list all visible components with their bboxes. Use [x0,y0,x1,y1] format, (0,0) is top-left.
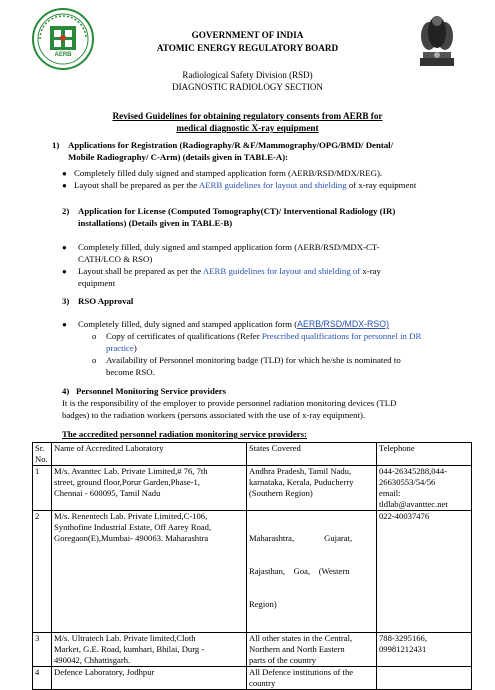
states-line: All Defence institutions of the [249,667,354,677]
row-name [52,633,247,667]
table-row [33,667,472,690]
document-title [0,110,495,134]
header-sr-text: Sr. No. [35,443,48,464]
section-1-bullet-1: Completely filled duly signed and stamped application form (AERB/RSD/MDX/REG). [74,168,383,178]
header-phone-text: Telephone [379,443,415,453]
name-line: M/s. Avanttec Lab. Private Limited,# 76, 7th [54,466,208,476]
section-3-number: 3) [62,296,70,306]
govt-title: GOVERNMENT OF INDIA [191,30,304,40]
bullet-icon: ● [62,243,67,252]
row-sr: 1 [33,466,52,511]
text: Layout shall be prepared as per the [78,266,203,276]
section-2-line-2: installations) (Details given in TABLE-B) [78,217,233,228]
row-states [247,633,377,667]
qualifications-link-cont[interactable]: practice [106,342,134,353]
section-2-bullet-1-line-1: Completely filled, duly signed and stamped application form (AERB/RSD/MDX-CT- [78,242,380,252]
header-name-text: Name of Accredited Laboratory [54,443,164,453]
section-3-title: RSO Approval [78,296,134,306]
table-row [33,633,472,667]
section-3-sub-2-line-2: become RSO. [106,366,155,377]
logo-text: AERB [54,52,72,58]
section-4-title: Personnel Monitoring Service providers [76,386,227,396]
table-row [33,511,472,633]
section-4-para-line-2: badges) to the radiation workers (persons associated with the use of x-ray equipment). [62,409,366,420]
board-title: ATOMIC ENERGY REGULATORY BOARD [156,43,339,53]
section-title: DIAGNOSTIC RADIOLOGY SECTION [172,82,323,92]
email-link[interactable]: tldlab@avanttec.net [379,499,448,509]
row-sr: 3 [33,633,52,667]
row-name [52,466,247,511]
section-3-sub-1-line-1 [106,331,476,343]
bullet-icon: ● [62,181,67,190]
text: ) [133,342,137,353]
header-states-text: States Covered [249,443,301,453]
row-name [52,511,247,633]
header-name [52,443,247,466]
row-states [247,667,377,690]
bullet-icon: ● [62,169,67,178]
sub-bullet-icon: o [92,355,97,365]
row-sr: 4 [33,667,52,690]
row-states [247,466,377,511]
name-line: street, ground floor,Porur Garden,Phase-1, [54,477,200,487]
sub-bullet-icon: o [92,331,97,341]
phone-line: email: [379,488,401,498]
section-2-number: 2) [62,206,70,216]
rso-form-link[interactable]: AERB/RSD/MDX-RSO) [297,319,390,329]
title-line-2: medical diagnostic X-ray equipment [176,123,319,133]
title-line-1: Revised Guidelines for obtaining regulatory consents from AERB for [112,111,383,121]
text: x-ray [360,266,381,276]
text: Layout shall be prepared as per the [74,180,199,190]
states-line: parts of the country [249,655,317,665]
section-2-bullet-1-line-2: CATH/LCO & RSO) [78,253,153,264]
section-2-line-1: Application for License (Computed Tomography(CT)/ Interventional Radiology (IR) [78,206,396,216]
row-sr: 2 [33,511,52,633]
states-line: Maharashtra, Gujarat, [249,533,353,543]
name-line: Goregaon(E),Mumbai- 490063. Maharashtra [54,533,209,543]
row-phone [377,633,472,667]
layout-guidelines-link[interactable]: AERB guidelines for layout and shielding [198,180,347,190]
states-line: karnataka, Kerala, Puducherry [249,477,354,487]
row-phone [377,511,472,633]
division-block [0,69,495,93]
states-line: country [249,678,276,688]
section-3-sub-2-line-1: Availability of Personnel monitoring badge (TLD) for which he/she is nominated to [106,355,401,365]
states-line: All other states in the Central, [249,633,353,643]
phone-line: 09981212431 [379,644,427,654]
table-title: The accredited personnel radiation monitoring service providers: [62,429,307,439]
states-line: Region) [249,599,277,609]
header-sr [33,443,52,466]
phone-line: 788-3295166, [379,633,427,643]
section-1-line-2: Mobile Radiography/ C-Arm) (details given in TABLE-A): [68,151,289,162]
row-phone [377,466,472,511]
name-line: M/s. Renentech Lab. Private Limited,C-106, [54,511,208,521]
phone-line: 022-40037476 [379,511,430,521]
labs-table [32,442,472,690]
table-row [33,466,472,511]
header-block [0,29,495,55]
section-2-bullet-2-line-2: equipment [78,277,116,288]
section-3-sub-1-line-2 [106,343,476,355]
header-phone [377,443,472,466]
name-line: Defence Laboratory, Jodhpur [54,667,155,677]
name-line: 490042, Chhattisgarh. [54,655,131,665]
name-line: Synthofine Industrial Estate, Off Aarey Road, [54,522,212,532]
table-header-row [33,443,472,466]
states-line: (Southern Region) [249,488,313,498]
bullet-icon: ● [62,320,67,329]
text: of x-ray equipment [346,180,417,190]
text: Copy of certificates of qualifications (Refer [106,331,262,341]
name-line: Chennai - 600095, Tamil Nadu [54,488,161,498]
row-phone [377,667,472,690]
phone-line: 26630553/54/56 [379,477,436,487]
header-states [247,443,377,466]
section-4-number: 4) [62,386,70,396]
section-4-para-line-1: It is the responsibility of the employer to provide personnel radiation monitoring devices (TLD [62,398,397,408]
text: Completely filled, duly signed and stamped application form ( [78,319,298,329]
states-line: Northern and North Eastern [249,644,345,654]
section-1-bullet-2 [74,180,416,192]
phone-line: 044-26345288,044- [379,466,448,476]
states-line: Andhra Pradesh, Tamil Nadu, [249,466,352,476]
layout-guidelines-link[interactable]: AERB guidelines for layout and shielding of [202,266,361,276]
row-name [52,667,247,690]
qualifications-link[interactable]: Prescribed qualifications for personnel in DR [261,331,422,341]
row-states [247,511,377,633]
section-3-bullet-1 [78,319,389,331]
division-title: Radiological Safety Division (RSD) [182,70,313,80]
bullet-icon: ● [62,267,67,276]
section-2-bullet-2-line-1 [78,266,478,278]
name-line: M/s. Ultratech Lab. Private limited,Cloth [54,633,196,643]
section-1-line-1: Applications for Registration (Radiography/R &F/Mammography/OPG/BMD/ Dental/ [68,140,394,150]
states-line: Rajasthan, Goa, (Western [249,566,350,576]
section-1-number: 1) [52,140,60,150]
name-line: Market, G.E. Road, kumhari, Bhilai, Durg - [54,644,205,654]
